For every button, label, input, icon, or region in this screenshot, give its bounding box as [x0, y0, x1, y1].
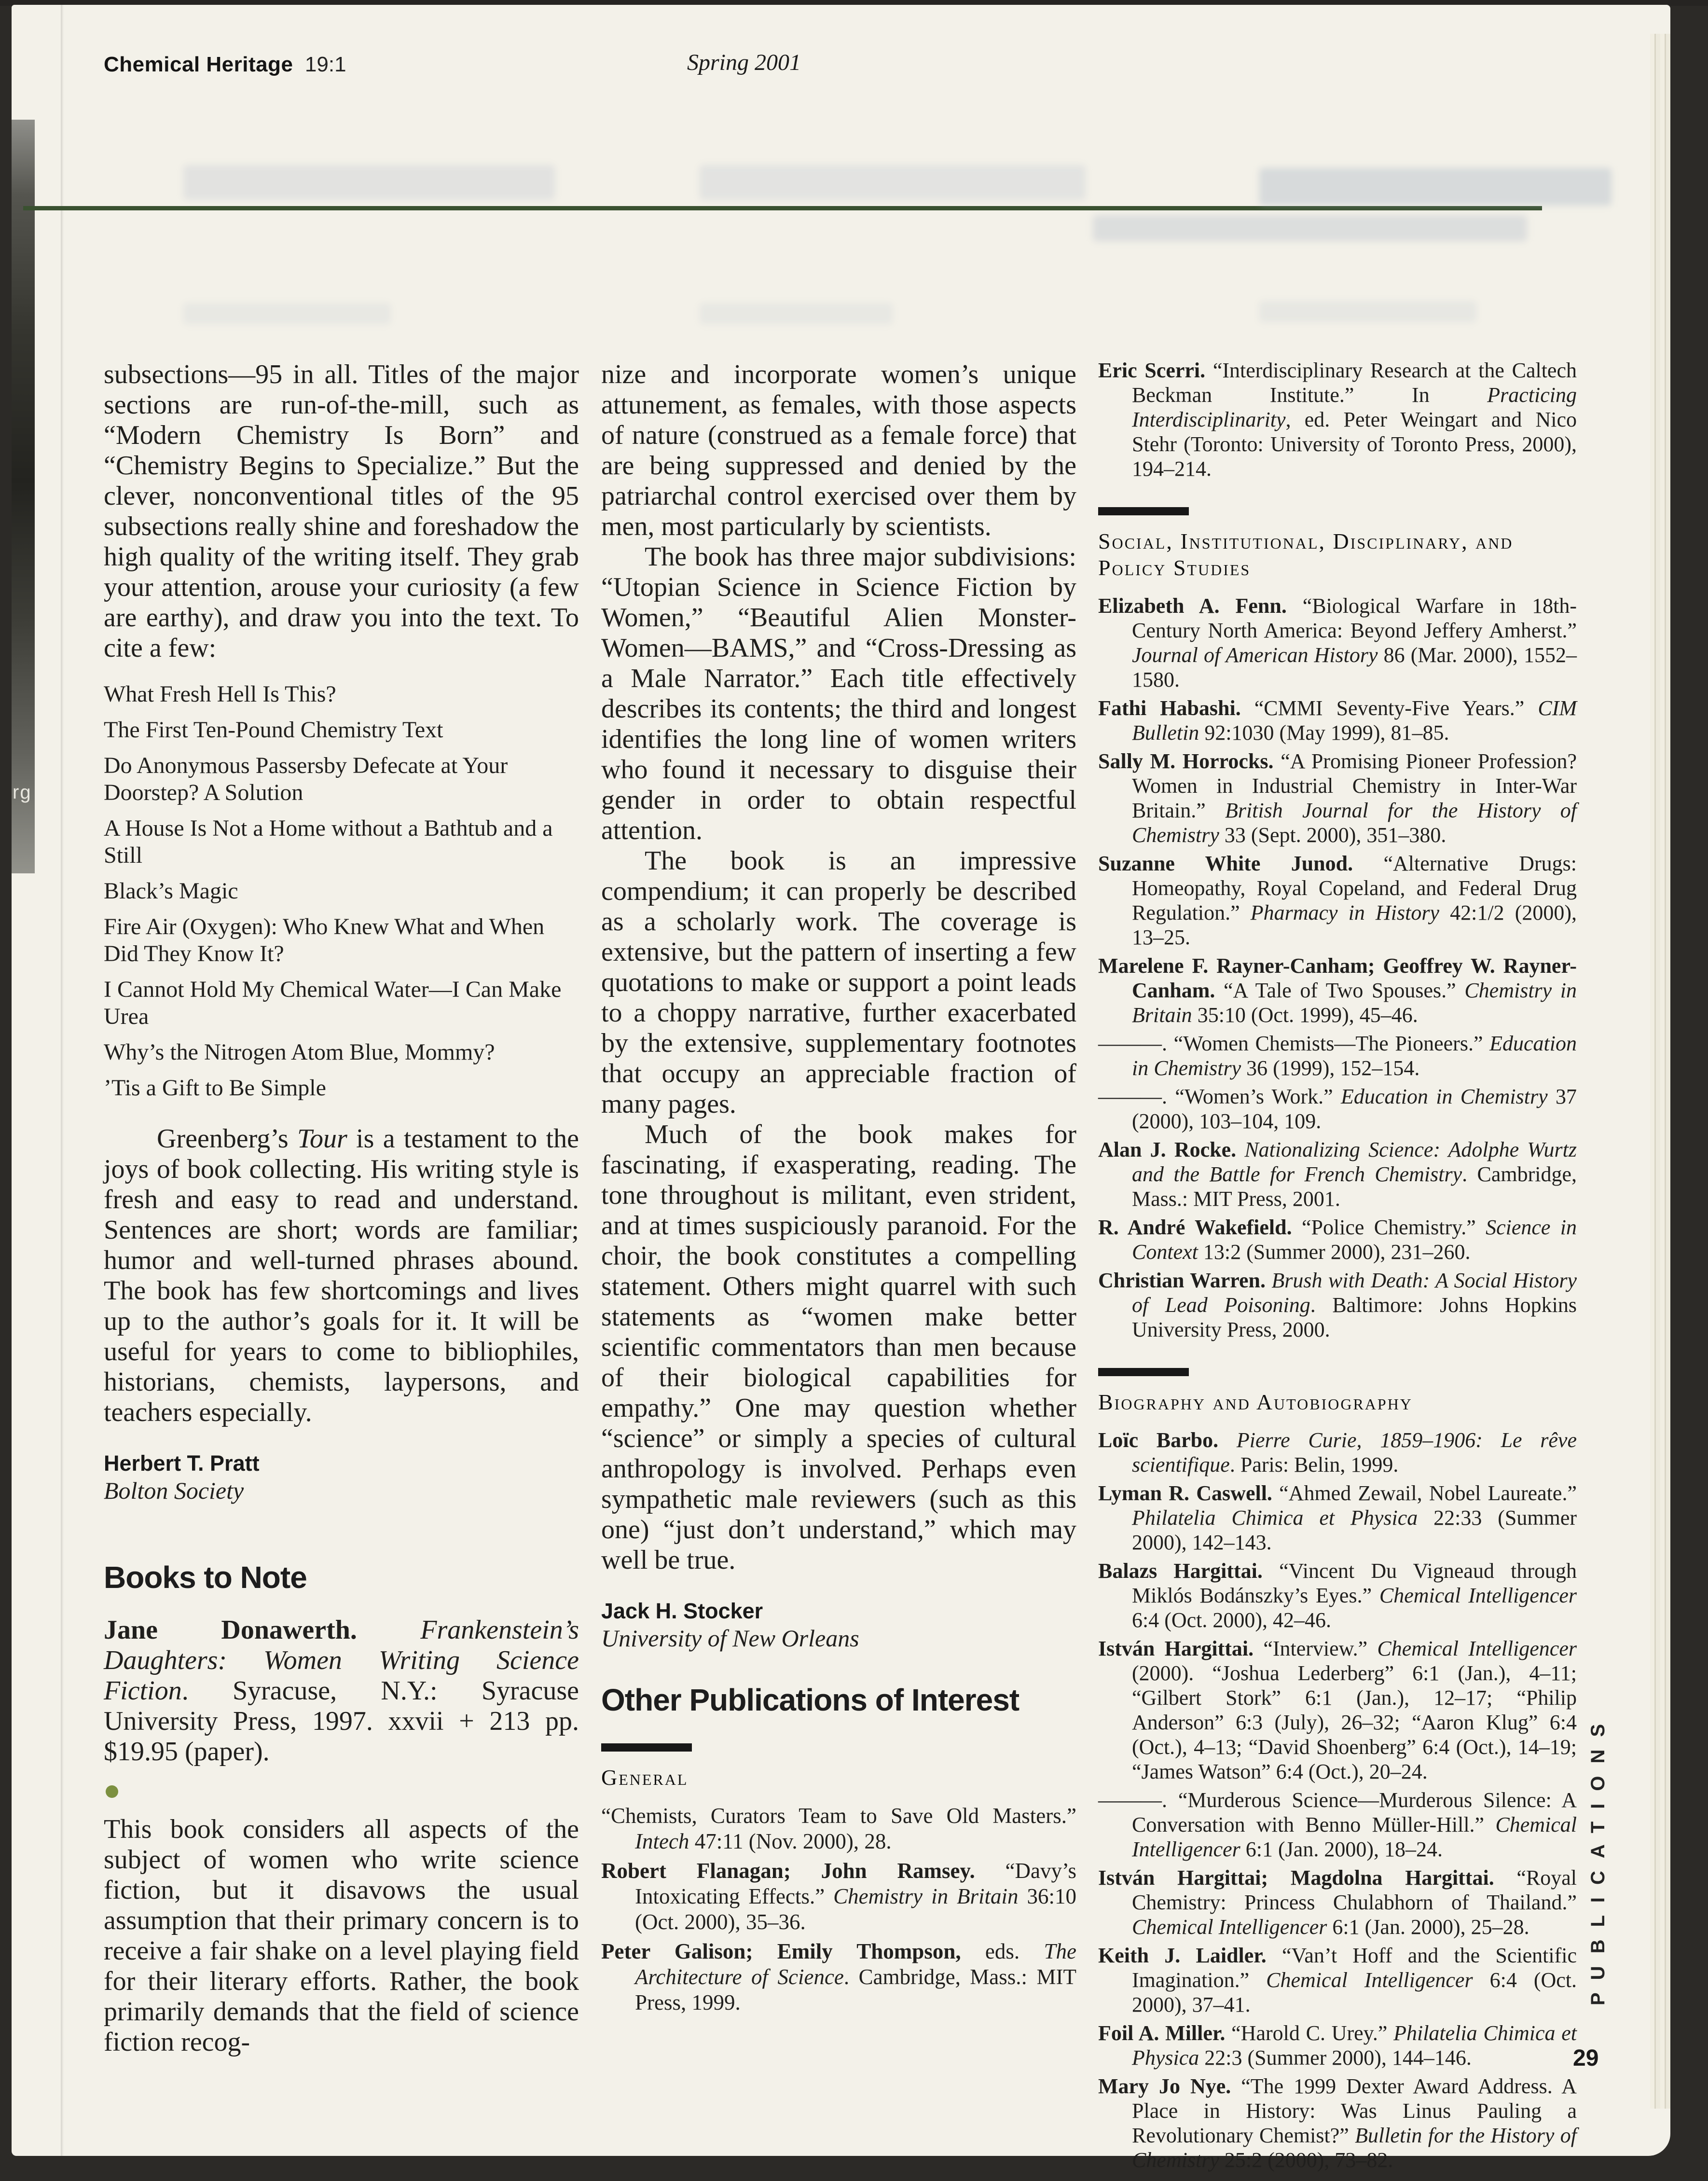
text-run: Chemistry in Britain	[1132, 979, 1577, 1027]
text-run: . Cambridge, Mass.: MIT Press, 2001.	[1132, 1162, 1577, 1211]
citation-list-social	[1098, 594, 1577, 1342]
text-run: . Paris: Belin, 1999.	[1229, 1453, 1399, 1477]
text-run: Foil A. Miller.	[1098, 2021, 1232, 2045]
citation	[1098, 851, 1577, 950]
reviewer-affiliation: University of New Orleans	[601, 1625, 859, 1652]
text-run: “Interdisciplinary Research at the Caltech Beckman Institute.” In	[1132, 359, 1577, 407]
show-through-ghost	[1259, 168, 1612, 206]
text-run: Eric Scerri.	[1098, 359, 1213, 382]
text-run: Chemical Intelligencer	[1379, 1584, 1577, 1607]
text-run: 6:1 (Jan. 2000), 25–28.	[1327, 1915, 1529, 1939]
text-run: 35:10 (Oct. 1999), 45–46.	[1192, 1003, 1418, 1027]
show-through-ghost	[700, 165, 1086, 200]
column-3	[1098, 358, 1577, 2176]
text-run: “Biological Warfare in 18th-Century North America: Beyond Jeffery Amherst.”	[1132, 594, 1577, 642]
book-subsection-title: I Cannot Hold My Chemical Water—I Can Make Urea	[104, 977, 562, 1029]
text-run: “Vincent Du Vigneaud through Miklós Bodánszky’s Eyes.”	[1132, 1559, 1577, 1607]
citation	[601, 1803, 1076, 1854]
section-heading-books-to-note: Books to Note	[104, 1560, 307, 1595]
text-run: . Cambridge, Mass.: MIT Press, 1999.	[635, 1965, 1076, 2015]
text-run: Sally M. Horrocks.	[1098, 749, 1281, 773]
text-run: Chemical Intelligencer	[1266, 1968, 1473, 1992]
green-bullet-icon	[106, 1785, 118, 1798]
citation	[1098, 1943, 1577, 2017]
citation-list-biography	[1098, 1428, 1577, 2172]
citation	[1098, 2074, 1577, 2172]
subsection-heading-general: General	[601, 1765, 689, 1790]
show-through-ghost	[183, 303, 391, 324]
text-run: Journal of American History	[1132, 643, 1378, 667]
text-run: “CMMI Seventy-Five Years.”	[1254, 696, 1538, 720]
citation	[601, 1858, 1076, 1935]
text-run: Chemical Intelligencer	[1377, 1637, 1577, 1660]
text-run: Education in Chemistry	[1341, 1085, 1548, 1108]
review-body-paragraph: The book has three major subdivisions: “Utopian Science in Science Fiction by Women,” “Beautiful Alien Monster-Women—BAMS,” and “Cross-Dressing as a Male Narrator.” Each title effectively describes its contents; the third and longest identifies the long line of women writers who found it necessary to disguise their gender in order to obtain respectful attention.	[601, 542, 1076, 845]
text-run: 6:4 (Oct. 2000), 42–46.	[1132, 1608, 1332, 1632]
text-run: 13:2 (Summer 2000), 231–260.	[1198, 1240, 1471, 1264]
text-run: “A Tale of Two Spouses.”	[1223, 979, 1465, 1002]
text-run: Brush with Death: A Social History of Lead Poisoning	[1132, 1269, 1577, 1317]
reviewer-signature	[601, 1598, 1076, 1652]
text-run: ———. “Women Chemists—The Pioneers.”	[1098, 1032, 1490, 1055]
citation	[1098, 749, 1577, 847]
citation	[1098, 696, 1577, 745]
show-through-ghost	[1093, 215, 1527, 241]
review-continuation-paragraph: subsections—95 in all. Titles of the major sections are run-of-the-mill, such as “Modern Chemistry Is Born” and “Chemistry Begins to Specialize.” But the clever, nonconventional titles of the 95 subsections really shine and foreshadow the high quality of the writing itself. They grab your attention, arouse your curiosity (a few are earthy), and draw you into the text. To cite a few:	[104, 359, 579, 663]
review-body-paragraph: Much of the book makes for fascinating, if exasperating, reading. The tone throughout is militant, even strident, and at times suspiciously paranoid. For the choir, the book constitutes a compelling statement. Others might quarrel with such statements as “women make better scientific commentators than men because of their biological capabilities for empathy.” One may question whether “science” or simply a species of cultural anthropology is involved. Perhaps even sympathetic male reviewers (such as this one) “just don’t understand,” which may well be true.	[601, 1119, 1076, 1575]
show-through-ghost	[700, 303, 893, 324]
issue-number-value: 19:1	[304, 53, 346, 76]
book-subsection-title: ’Tis a Gift to Be Simple	[104, 1075, 326, 1101]
text-run: Science in Context	[1132, 1215, 1577, 1264]
book-subsection-title: Black’s Magic	[104, 878, 238, 904]
text-run: . Baltimore: Johns Hopkins University Press, 2000.	[1132, 1293, 1577, 1341]
text-run: “Van’t Hoff and the Scientific Imagination.”	[1132, 1944, 1577, 1992]
show-through-ghost	[1259, 301, 1476, 322]
issue-season: Spring 2001	[687, 50, 801, 75]
text-run: ———. “Women’s Work.”	[1098, 1085, 1341, 1108]
citation-list-general	[601, 1803, 1076, 2015]
text-run: Alan J. Rocke.	[1098, 1138, 1245, 1161]
review-body-paragraph: nize and incorporate women’s unique attunement, as females, with those aspects of nature (construed as a female force) that are being suppressed and denied by the patriarchal control exercised over them by men, most particularly by scientists.	[601, 359, 1076, 541]
text-run: Greenberg’s	[157, 1124, 297, 1154]
journal-title: Chemical Heritage	[104, 53, 293, 76]
text-run: “A Promising Pioneer Profession? Women in Industrial Chemistry in Inter-War Britain.”	[1132, 749, 1577, 822]
citation	[1098, 1084, 1577, 1133]
citation-list-general-continued	[1098, 358, 1577, 481]
text-run: , ed. Peter Weingart and Nico Stehr (Toronto: University of Toronto Press, 2000), 194–214.	[1132, 408, 1577, 481]
text-run: “Harold C. Urey.”	[1231, 2021, 1394, 2045]
text-run: Balazs Hargittai.	[1098, 1559, 1280, 1583]
text-run: Pierre Curie, 1859–1906: Le rêve scientifique	[1132, 1428, 1577, 1477]
text-run: 92:1030 (May 1999), 81–85.	[1199, 721, 1449, 745]
citation	[601, 1939, 1076, 2015]
text-run: “Chemists, Curators Team to Save Old Masters.”	[601, 1804, 1076, 1828]
text-run: Chemical Intelligencer	[1132, 1915, 1327, 1939]
citation	[1098, 1481, 1577, 1555]
citation	[1098, 1636, 1577, 1784]
text-run: Pharmacy in History	[1250, 901, 1440, 925]
text-run: Loïc Barbo.	[1098, 1428, 1237, 1452]
book-subsection-title: Do Anonymous Passersby Defecate at Your Doorstep? A Solution	[104, 753, 508, 805]
reviewer-signature	[104, 1450, 579, 1504]
text-run: “The 1999 Dexter Award Address. A Place in History: Was Linus Pauling a Revolutionary Chemist?”	[1132, 2074, 1577, 2147]
text-run: 36 (1999), 152–154.	[1241, 1056, 1420, 1080]
subsection-heading-social: Social, Institutional, Disciplinary, and Policy Studies	[1098, 529, 1514, 580]
citation	[1098, 1428, 1577, 1477]
text-run: Keith J. Laidler.	[1098, 1944, 1282, 1967]
citation	[1098, 953, 1577, 1027]
text-run: (2000). “Joshua Lederberg” 6:1 (Jan.), 4–11; “Gilbert Stork” 6:1 (Jan.), 12–17; “Philip Anderson” 6:3 (July), 26–32; “Aaron Klug” 6:4 (Oct.), 4–13; “David Shoenberg” 6:4 (Oct.), 14–19; “James Watson” 6:4 (Oct.), 20–24.	[1132, 1661, 1577, 1783]
text-run: Marelene F. Rayner-Canham; Geoffrey W. Rayner-Canham.	[1098, 954, 1577, 1002]
page-number: 29	[1573, 2045, 1599, 2071]
reviewer-affiliation: Bolton Society	[104, 1477, 244, 1504]
text-run: Nationalizing Science: Adolphe Wurtz and the Battle for French Chemistry	[1132, 1138, 1577, 1186]
text-run: “Alternative Drugs: Homeopathy, Royal Copeland, and Federal Drug Regulation.”	[1132, 852, 1577, 925]
text-run: 22:3 (Summer 2000), 144–146.	[1199, 2046, 1472, 2070]
book-subsection-title: A House Is Not a Home without a Bathtub and a Still	[104, 815, 553, 868]
text-run: CIM Bulletin	[1132, 696, 1577, 745]
text-run: “Police Chemistry.”	[1301, 1215, 1486, 1239]
text-run: Mary Jo Nye.	[1098, 2074, 1241, 2098]
citation	[1098, 1031, 1577, 1080]
text-run: Lyman R. Caswell.	[1098, 1481, 1280, 1505]
book-subsection-title: Why’s the Nitrogen Atom Blue, Mommy?	[104, 1039, 495, 1065]
citation	[1098, 1865, 1577, 1939]
text-run: “Royal Chemistry: Princess Chulabhorn of Thailand.”	[1132, 1866, 1577, 1914]
text-run: 86 (Mar. 2000), 1552–1580.	[1132, 643, 1577, 691]
section-divider-bar	[601, 1743, 692, 1752]
text-run: Philatelia Chimica et Physica	[1132, 1506, 1418, 1530]
text-run: “Davy’s Intoxicating Effects.”	[635, 1859, 1076, 1908]
citation	[1098, 1137, 1577, 1211]
citation	[1098, 594, 1577, 692]
text-run: 22:33 (Summer 2000), 142–143.	[1132, 1506, 1577, 1554]
text-run: ———. “Murderous Science—Murderous Silence: A Conversation with Benno Müller-Hill.”	[1098, 1788, 1577, 1836]
header-rule	[23, 206, 1542, 210]
text-run: István Hargittai.	[1098, 1637, 1264, 1660]
text-run: The Architecture of Science	[635, 1939, 1076, 1989]
text-run: Robert Flanagan; John Ramsey.	[601, 1859, 1006, 1883]
review-body-paragraph: This book considers all aspects of the subject of women who write science fiction, but it disavows the usual assumption that their primary concern is to receive a fair shake on a level playing field for their literary efforts. Rather, the book primarily demands that the field of science fiction recog-	[104, 1814, 579, 2057]
review-closing-paragraph	[104, 1124, 579, 1428]
text-run: 25:2 (2000), 73–82.	[1219, 2148, 1393, 2172]
text-run: István Hargittai; Magdolna Hargittai.	[1098, 1866, 1517, 1890]
column-1	[104, 359, 579, 2057]
text-run: 6:1 (Jan. 2000), 18–24.	[1240, 1837, 1443, 1861]
text-run: Jane Donawerth.	[104, 1615, 421, 1645]
citation	[1098, 1215, 1577, 1264]
adjacent-page-photo-fragment	[12, 120, 35, 873]
text-run: Peter Galison; Emily Thompson,	[601, 1939, 985, 1963]
text-run: Christian Warren.	[1098, 1269, 1272, 1292]
text-run: Suzanne White Junod.	[1098, 852, 1384, 875]
text-run: Chemistry in Britain	[833, 1884, 1019, 1908]
reviewer-name: Herbert T. Pratt	[104, 1451, 260, 1476]
text-run: Fathi Habashi.	[1098, 696, 1254, 720]
issue-number	[299, 53, 346, 76]
section-divider-bar	[1098, 1368, 1189, 1376]
citation	[1098, 358, 1577, 481]
text-run: Frankenstein’s Daughters: Women Writing Science Fiction	[104, 1615, 579, 1706]
text-run: is a testament to the joys of book collecting. His writing style is fresh and easy to read and understand. Sentences are short; words are familiar; humor and well-turned phrases abound. The book has few shortcomings and lives up to the author’s goals for it. It will be useful for years to come to bibliophiles, historians, chemists, laypersons, and teachers especially.	[104, 1124, 579, 1427]
reviewer-name: Jack H. Stocker	[601, 1599, 763, 1623]
text-run: R. André Wakefield.	[1098, 1215, 1302, 1239]
page-crease	[61, 5, 64, 2156]
text-run: 6:4 (Oct. 2000), 37–41.	[1132, 1968, 1577, 2016]
book-subsection-title: What Fresh Hell Is This?	[104, 681, 336, 707]
book-bibliographic-entry	[104, 1615, 579, 1767]
subsection-heading-biography: Biography and Autobiography	[1098, 1390, 1413, 1414]
column-2	[601, 359, 1076, 2019]
text-run: Intech	[635, 1829, 689, 1853]
text-run: Elizabeth A. Fenn.	[1098, 594, 1303, 618]
text-run: eds.	[985, 1939, 1044, 1963]
text-run: 47:11 (Nov. 2000), 28.	[689, 1829, 892, 1853]
spine-fragment-text: rg	[13, 782, 32, 803]
review-body-paragraph: The book is an impressive compendium; it can properly be described as a scholarly work. The coverage is extensive, but the pattern of inserting a few quotations to make or support a point leads to a choppy narrative, further exacerbated by the extensive, supplementary footnotes that occupy an appreciable fraction of many pages.	[601, 846, 1076, 1119]
running-header	[104, 52, 346, 77]
text-run: British Journal for the History of Chemistry	[1132, 799, 1577, 847]
text-run: 37 (2000), 103–104, 109.	[1132, 1085, 1577, 1133]
show-through-ghost	[183, 165, 555, 200]
text-run: Practicing Interdisciplinarity	[1132, 383, 1577, 431]
section-divider-bar	[1098, 507, 1189, 515]
citation	[1098, 1559, 1577, 1632]
book-subsection-title: Fire Air (Oxygen): Who Knew What and When Did They Know It?	[104, 914, 545, 966]
page-stack-edge	[1650, 34, 1670, 2109]
text-run: 36:10 (Oct. 2000), 35–36.	[635, 1884, 1076, 1934]
section-heading-other-publications: Other Publications of Interest	[601, 1683, 1019, 1717]
text-run: Chemical Intelligencer	[1132, 1813, 1577, 1861]
citation	[1098, 1788, 1577, 1862]
book-subsection-title: The First Ten-Pound Chemistry Text	[104, 717, 443, 743]
text-run: Tour	[297, 1124, 347, 1154]
text-run: Education in Chemistry	[1132, 1032, 1577, 1080]
citation	[1098, 2021, 1577, 2070]
subsection-title-list	[104, 681, 579, 1102]
text-run: 42:1/2 (2000), 13–25.	[1132, 901, 1577, 949]
text-run: “Ahmed Zewail, Nobel Laureate.”	[1279, 1481, 1577, 1505]
text-run: Bulletin for the History of Chemistry	[1132, 2124, 1577, 2172]
text-run: Philatelia Chimica et Physica	[1132, 2021, 1577, 2070]
margin-tab-label: PUBLICATIONS	[1587, 1711, 1609, 2005]
text-run: . Syracuse, N.Y.: Syracuse University Press, 1997. xxvii + 213 pp. $19.95 (paper).	[104, 1676, 579, 1767]
text-run: 33 (Sept. 2000), 351–380.	[1219, 823, 1446, 847]
text-run: “Interview.”	[1263, 1637, 1377, 1660]
citation	[1098, 1268, 1577, 1342]
